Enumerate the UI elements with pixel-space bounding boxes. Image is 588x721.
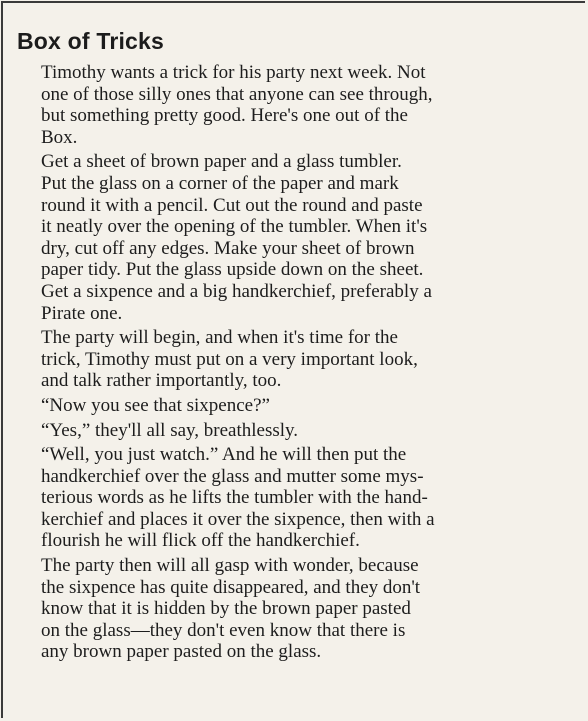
- text-line: The party will begin, and when it's time for the: [41, 327, 398, 349]
- text-line: Box.: [41, 126, 78, 148]
- text-line: round it with a pencil. Cut out the round and paste: [41, 194, 423, 216]
- text-line: “Well, you just watch.” And he will then put the: [41, 444, 407, 466]
- text-line: the sixpence has quite disappeared, and they don't: [41, 576, 421, 598]
- text-line: Pirate one.: [41, 302, 123, 324]
- paragraph-7: [15, 555, 581, 663]
- paragraph-1: [15, 62, 581, 148]
- text-line: and talk rather importantly, too.: [41, 370, 282, 392]
- text-line: trick, Timothy must put on a very important look,: [41, 348, 418, 370]
- text-line: flourish he will flick off the handkerchief.: [41, 530, 360, 552]
- text-line: kerchief and places it over the sixpence, then with a: [41, 508, 435, 530]
- text-line: dry, cut off any edges. Make your sheet of brown: [41, 237, 415, 259]
- paragraph-4: [15, 395, 581, 417]
- text-line: paper tidy. Put the glass upside down on the sheet.: [41, 259, 424, 281]
- text-line: one of those silly ones that anyone can see through,: [41, 83, 433, 105]
- article-title: Box of Tricks: [17, 28, 165, 54]
- text-line: Put the glass on a corner of the paper and mark: [41, 172, 399, 194]
- text-line: The party then will all gasp with wonder, because: [41, 555, 419, 577]
- text-line: terious words as he lifts the tumbler with the hand-: [41, 487, 428, 509]
- paragraph-6: [15, 444, 581, 552]
- text-line: any brown paper pasted on the glass.: [41, 641, 322, 663]
- article-body: [15, 62, 581, 663]
- paragraph-2: [15, 151, 581, 324]
- text-line: know that it is hidden by the brown paper pasted: [41, 598, 411, 620]
- text-line: Get a sheet of brown paper and a glass tumbler.: [41, 151, 402, 173]
- text-line: Timothy wants a trick for his party next week. Not: [41, 62, 426, 83]
- text-line: “Now you see that sixpence?”: [41, 394, 270, 416]
- text-line: “Yes,” they'll all say, breathlessly.: [41, 419, 299, 441]
- paragraph-5: [15, 420, 581, 442]
- text-line: on the glass—they don't even know that there is: [41, 619, 406, 641]
- text-line: but something pretty good. Here's one out of the: [41, 105, 408, 127]
- text-line: handkerchief over the glass and mutter some mys-: [41, 465, 424, 487]
- text-line: it neatly over the opening of the tumbler. When it's: [41, 216, 428, 238]
- text-line: Get a sixpence and a big handkerchief, preferably a: [41, 280, 432, 302]
- paragraph-3: [15, 327, 581, 392]
